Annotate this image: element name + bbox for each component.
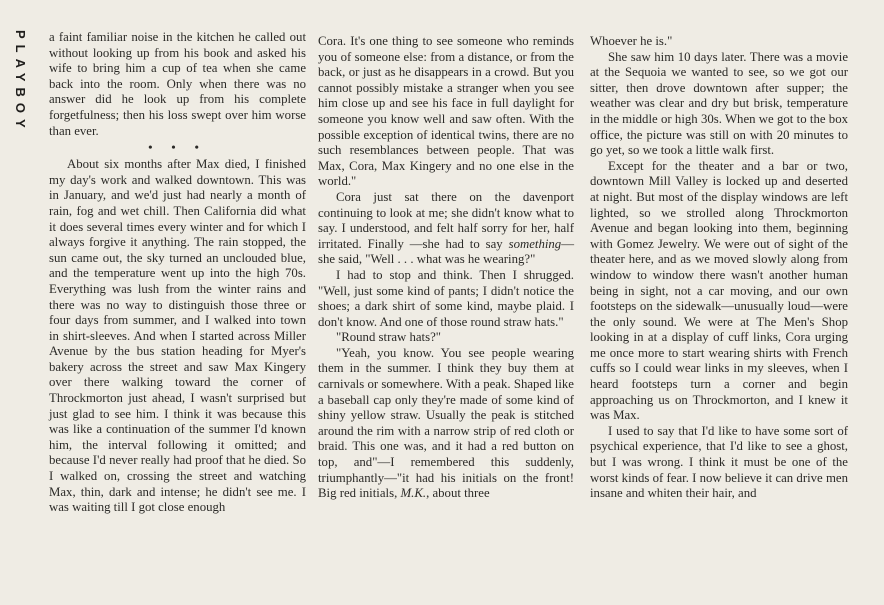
paragraph: About six months after Max died, I finished my day's work and walked downtown. This was in January, and we'd just had nearly a month of rain, fog and wet chill. Then California did what it does several times every winter and for which I always forgive it anything. The rain stopped, the sun came out, the sky turned an unclouded blue, and the temperature went up into the high 70s. Everything was lush from the winter rains and there was no way to distinguish those three or four days from summer, and I walked into town in shirt-sleeves. And when I started across Miller Avenue by the bus station heading for Myer's bakery across the street and saw Max Kingery over there walking toward the corner of Throckmorton just ahead, I wasn't surprised but just glad to see him. I think it was because this was like a continuation of the summer I'd known him, the interval following it omitted; and because I'd never really had proof that he died. So I walked on, crossing the street and watching Max, thin, dark and intense; he didn't see me. I was waiting till I got close enough <box>49 157 306 515</box>
paragraph: I had to stop and think. Then I shrugged. "Well, just some kind of pants; I didn't notice the shoes; a dark shirt of some kind, maybe plaid. I don't know. And one of those round straw hats." <box>318 267 574 329</box>
text-run: , about three <box>426 486 490 501</box>
column-3 <box>590 34 848 502</box>
paragraph: Cora. It's one thing to see someone who reminds you of someone else: from a distance, or from the back, or just as he disappears in a crowd. But you cannot possibly mistake a stranger when you see him close up and see his face in full daylight for someone you know well and saw often. With the possible exception of identical twins, there are no such resemblances between people. That was Max, Cora, Max Kingery and no one else in the world." <box>318 34 574 189</box>
text-run: Cora just sat there on the davenport continuing to look at me; she didn't know what to say. I understood, and felt half sorry for her, half irritated. Finally —she had to say <box>318 189 574 251</box>
paragraph: Whoever he is." <box>590 34 673 48</box>
text-run: —she said, "Well . . . what was he wearing?" <box>318 236 574 267</box>
sidebar <box>0 0 40 605</box>
paragraph: She saw him 10 days later. There was a movie at the Sequoia we wanted to see, so we got our sitter, then drove downtown after supper; the weather was clear and dry but brisk, temperature in the middle or high 30s. When we got to the box office, the picture was still on with 20 minutes to go yet, so we took a little walk first. <box>590 49 848 158</box>
magazine-name: PLAYBOY <box>13 30 28 134</box>
text-run: "Yeah, you know. You see people wearing them in the summer. I think they buy them at carnivals or somewhere. With a peak. Shaped like a baseball cap only they're made of some kind of shiny yellow straw. Usually the peak is stitched around the rim with a narrow strip of red cloth or braid. This one was, and it had a red button on top, and"—I remembered this suddenly, triumphantly—"it had his initials on the front! Big red initials, <box>318 345 574 501</box>
paragraph <box>318 346 574 502</box>
paragraph: Except for the theater and a bar or two, downtown Mill Valley is locked up and deserted at night. But most of the display windows are left lighted, so we strolled along Throckmorton Avenue and began looking into them, beginning with Gomez Jewelry. We were out of sight of the theater here, and as we moved slowly along from window to window there wasn't another human being in sight, not a car moving, and our own footsteps on the sidewalk—unusually loud—were the only sound. We were at The Men's Shop looking in at a display of cuff links, Cora urging me once more to start wearing shirts with French cuffs so I could wear links in my sleeves, when I heard footsteps turn a corner and begin approaching us on Throckmorton, and I knew it was Max. <box>590 158 848 423</box>
paragraph: "Round straw hats?" <box>336 330 441 345</box>
column-2 <box>318 34 574 502</box>
emphasis: M.K. <box>400 486 427 501</box>
paragraph: I used to say that I'd like to have some sort of psychical experience, that I'd like to see a ghost, but I was wrong. I think it must be one of the worst kinds of fear. I now believe it can drive men insane and whiten their hair, and <box>590 423 848 501</box>
section-break: • • • <box>148 140 207 155</box>
paragraph: a faint familiar noise in the kitchen he called out without looking up from his book and asked his wife to bring him a cup of tea when she came back into the room. Only when there was no answer did he look up from his complete forgetfulness; then his loss swept over him worse than ever. <box>49 30 306 138</box>
emphasis: something <box>508 236 562 251</box>
paragraph <box>318 190 574 268</box>
column-1 <box>49 30 306 516</box>
